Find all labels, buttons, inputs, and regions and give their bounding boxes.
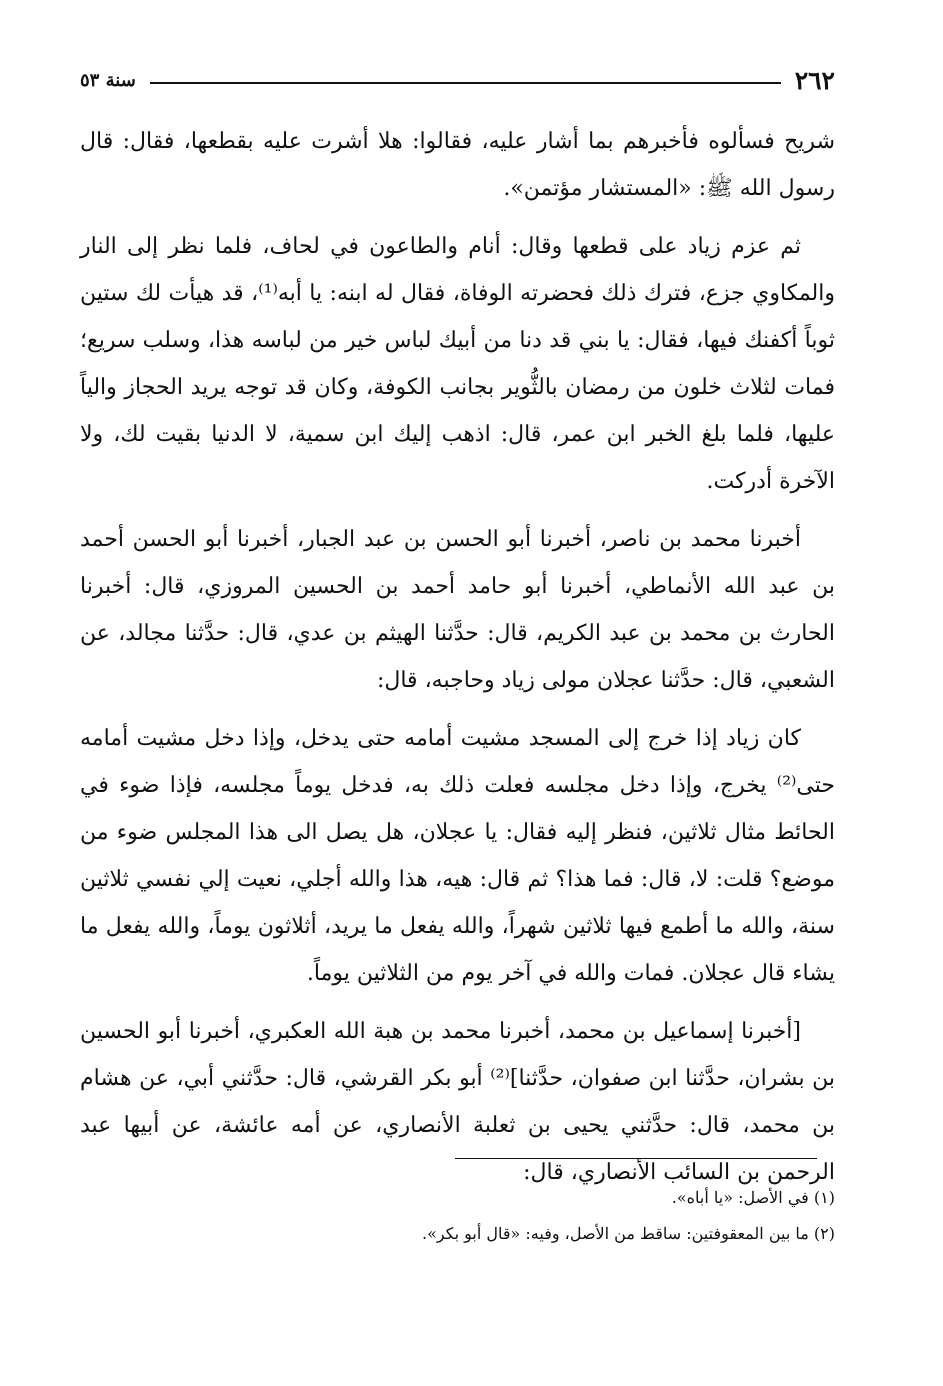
paragraph: أخبرنا محمد بن ناصر، أخبرنا أبو الحسن بن عبد الجبار، أخبرنا أبو الحسن أحمد بن عبد الله الأنماطي، أخبرنا أبو حامد أحمد بن الحسين المروزي، قال: أخبرنا الحارث بن محمد بن عبد الكريم، قال: حدَّثنا الهيثم بن عدي، قال: حدَّثنا مجالد، عن الشعبي، قال: حدَّثنا عجلان مولى زياد وحاجبه، قال: — [80, 527, 835, 693]
paragraph: كان زياد إذا خرج إلى المسجد مشيت أمامه حتى يدخل، وإذا دخل مشيت أمامه حتى⁽²⁾ يخرج، وإذا دخل مجلسه فعلت ذلك به، فدخل يوماً مجلسه، فإذا ضوء في الحائط مثال ثلاثين، فنظر إليه فقال: يا عجلان، هل يصل الى هذا المجلس ضوء من موضع؟ قلت: لا، قال: فما هذا؟ ثم قال: هيه، هذا والله أجلي، نعيت إلي نفسي ثلاثين سنة، والله ما أطمع فيها ثلاثين شهراً، والله يفعل ما يريد، أثلاثون يوماً، والله يفعل ما يشاء قال عجلان. فمات والله في آخر يوم من الثلاثين يوماً. — [80, 726, 835, 986]
header-rule — [150, 82, 781, 84]
footnotes — [80, 1180, 835, 1252]
footnote: (٢) ما بين المعقوفتين: ساقط من الأصل، وفيه: «قال أبو بكر». — [422, 1224, 835, 1243]
footnote-divider — [455, 1158, 817, 1159]
paragraph: [أخبرنا إسماعيل بن محمد، أخبرنا محمد بن هبة الله العكبري، أخبرنا أبو الحسين بن بشران، حدَّثنا ابن صفوان، حدَّثنا]⁽²⁾ أبو بكر القرشي، قال: حدَّثني أبي، عن هشام بن محمد، قال: حدَّثني يحيى بن ثعلبة الأنصاري، عن أمه عائشة، عن أبيها عبد الرحمن بن السائب الأنصاري، قال: — [80, 1019, 835, 1185]
footnote: (١) في الأصل: «يا أباه». — [671, 1188, 835, 1207]
main-text — [80, 118, 835, 1207]
paragraph: ثم عزم زياد على قطعها وقال: أنام والطاعون في لحاف، فلما نظر إلى النار والمكاوي جزع، فترك ذلك فحضرته الوفاة، فقال له ابنه: يا أبه⁽¹⁾، قد هيأت لك ستين ثوباً أكفنك فيها، فقال: يا بني قد دنا من أبيك لباس خير من لباسه هذا، وسلب سريع؛ فمات لثلاث خلون من رمضان بالثُّوير بجانب الكوفة، وكان قد توجه يريد الحجاز والياً عليها، فلما بلغ الخبر ابن عمر، قال: اذهب إليك ابن سمية، لا الدنيا بقيت لك، ولا الآخرة أدركت. — [80, 234, 835, 494]
page-header — [80, 62, 835, 98]
page-number: ٢٦٢ — [794, 65, 835, 95]
running-head: سنة ٥٣ — [80, 69, 136, 91]
paragraph: شريح فسألوه فأخبرهم بما أشار عليه، فقالوا: هلا أشرت عليه بقطعها، فقال: قال رسول الله ﷺ: «المستشار مؤتمن». — [80, 129, 835, 201]
